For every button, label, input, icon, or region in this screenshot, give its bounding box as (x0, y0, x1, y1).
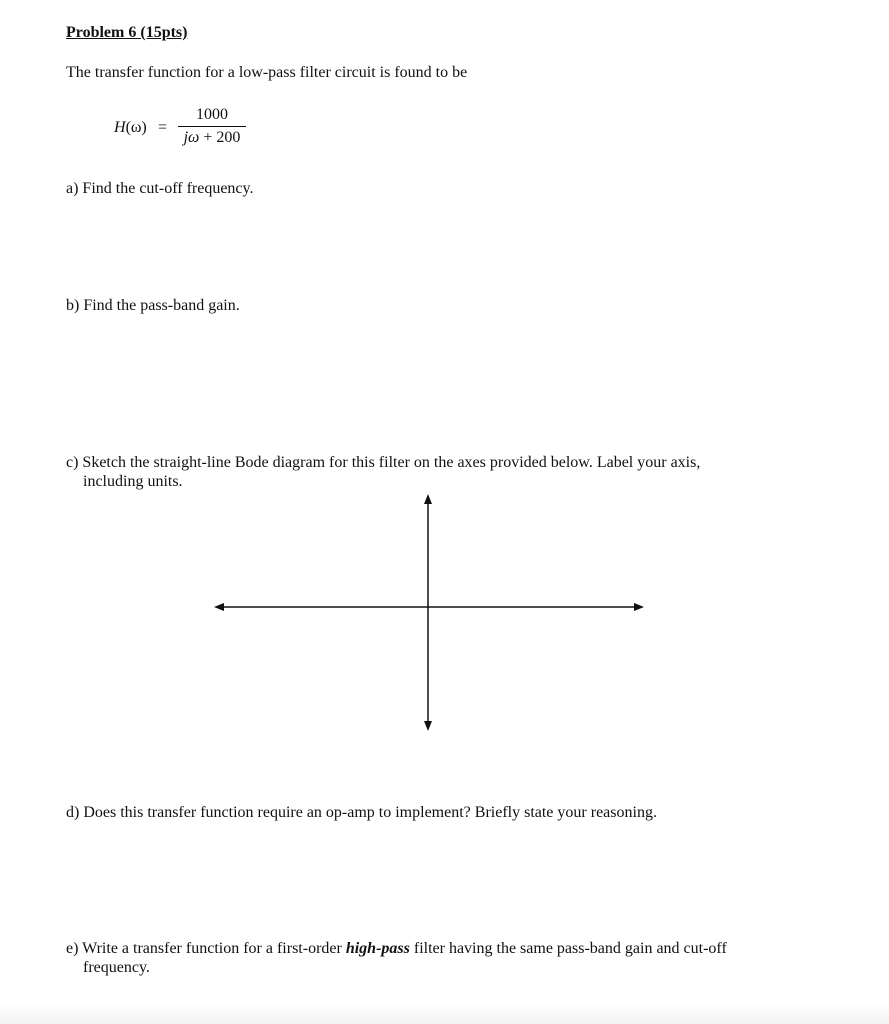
question-c-line1: c) Sketch the straight-line Bode diagram for this filter on the axes provided below. Label your axis, (66, 454, 701, 471)
denominator-rest: + 200 (199, 129, 241, 146)
question-e-line1 (66, 940, 727, 957)
question-e-emphasis: high-pass (345, 940, 410, 957)
vertical-axis-top-arrow (424, 494, 432, 504)
equation-numerator: 1000 (196, 106, 228, 123)
question-e-post: filter having the same pass-band gain and cut-off (409, 940, 727, 957)
horizontal-axis-left-arrow (214, 603, 224, 611)
horizontal-axis-right-arrow (634, 603, 644, 611)
question-e-pre: e) Write a transfer function for a first-order (66, 940, 346, 957)
equation-equals: = (158, 119, 168, 136)
vertical-axis-bottom-arrow (424, 721, 432, 731)
question-d: d) Does this transfer function require an op-amp to implement? Briefly state your reasoning. (66, 804, 657, 821)
problem-title: Problem 6 (15pts) (66, 24, 188, 41)
question-e-line2: frequency. (83, 959, 150, 976)
page-bottom-strip (0, 1004, 889, 1024)
denominator-variable: jω (183, 129, 200, 146)
question-b: b) Find the pass-band gain. (66, 297, 240, 314)
question-e (66, 939, 727, 977)
question-a: a) Find the cut-off frequency. (66, 180, 254, 197)
equation-function-name: H (114, 119, 126, 136)
problem-intro: The transfer function for a low-pass filter circuit is found to be (66, 64, 468, 81)
question-c-line2: including units. (83, 473, 183, 490)
equation-function-arg: (ω) (125, 119, 147, 136)
